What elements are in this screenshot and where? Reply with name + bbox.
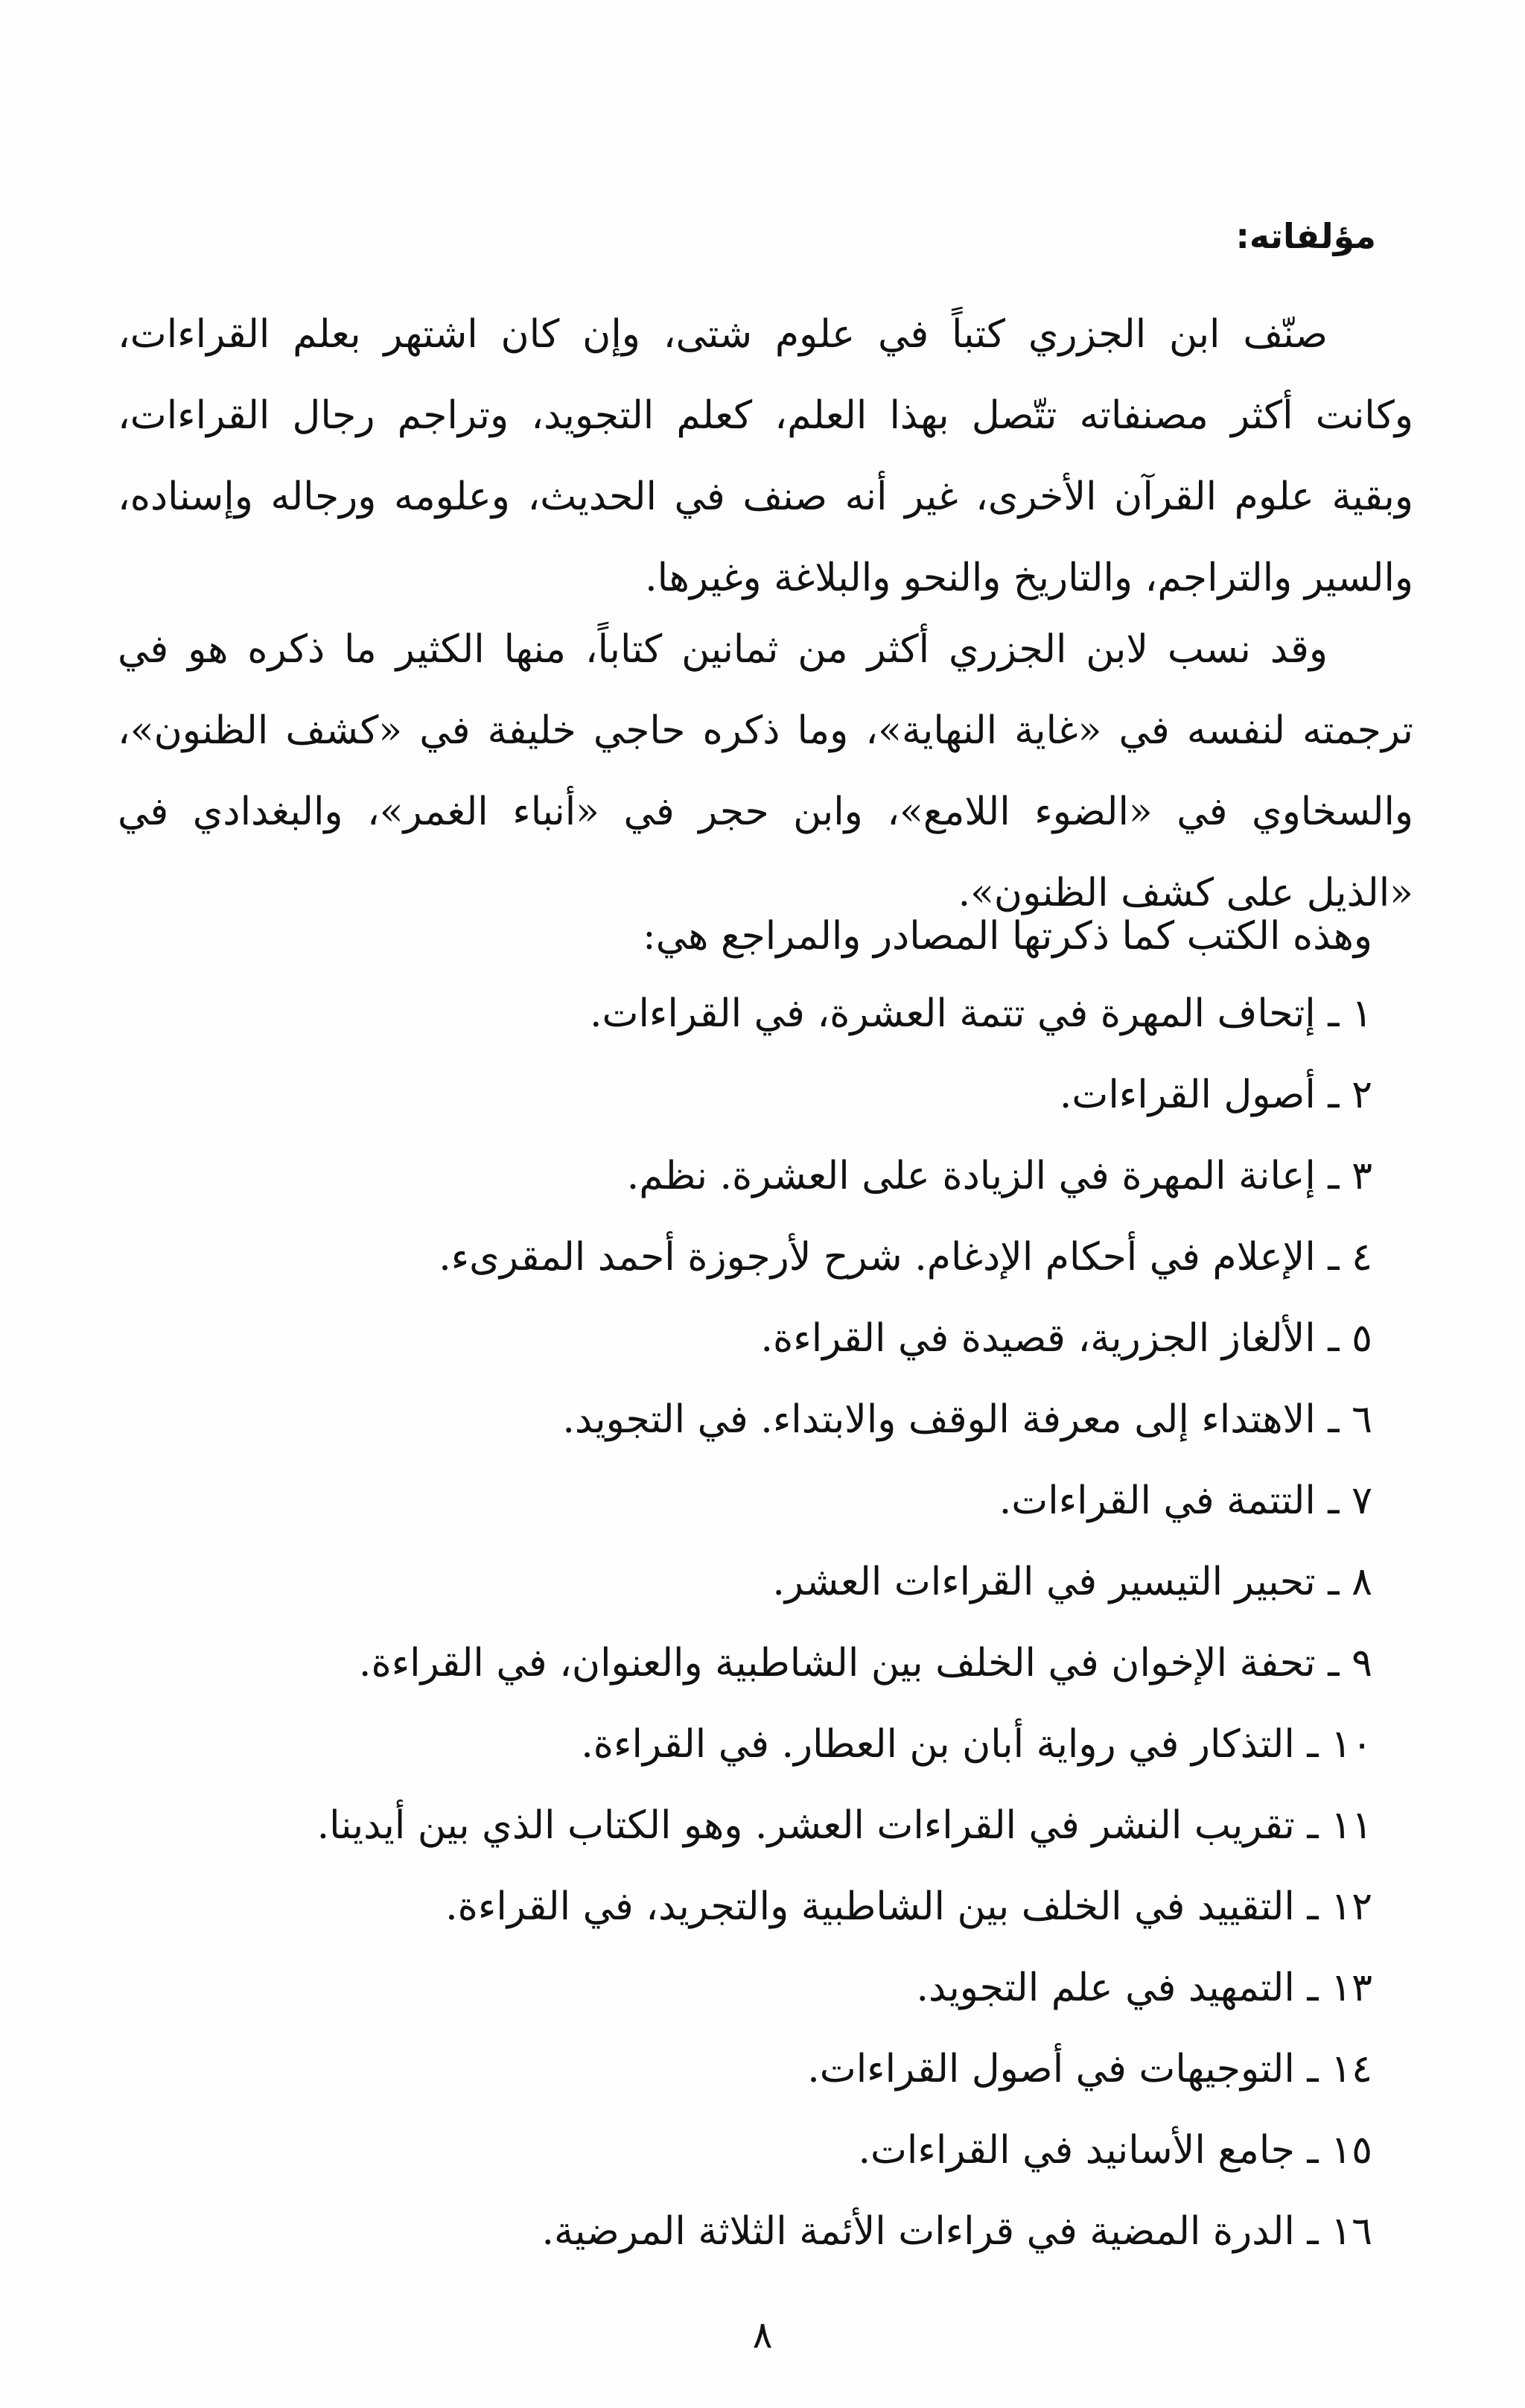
list-intro: وهذه الكتب كما ذكرتها المصادر والمراجع هي:	[643, 914, 1372, 959]
paragraph-1	[118, 294, 1413, 619]
paragraph-2	[118, 609, 1413, 934]
list-item: ١٢ ـ التقييد في الخلف بين الشاطبية والتجريد، في القراءة.	[445, 1884, 1372, 1929]
paragraph-line: «الذيل على كشف الظنون».	[958, 871, 1413, 915]
paragraph-line: وقد نسب لابن الجزري أكثر من ثمانين كتاباً، منها الكثير ما ذكره هو في	[118, 627, 1328, 672]
paragraph-line: صنّف ابن الجزري كتباً في علوم شتى، وإن كان اشتهر بعلم القراءات،	[118, 312, 1328, 357]
list-item: ٥ ـ الألغاز الجزرية، قصيدة في القراءة.	[760, 1316, 1372, 1361]
list-item: ٧ ـ التتمة في القراءات.	[999, 1478, 1372, 1523]
paragraph-line: ترجمته لنفسه في «غاية النهاية»، وما ذكره حاجي خليفة في «كشف الظنون»،	[118, 708, 1413, 753]
list-item: ١٠ ـ التذكار في رواية أبان بن العطار. في القراءة.	[581, 1722, 1372, 1767]
paragraph-line: وبقية علوم القرآن الأخرى، غير أنه صنف في الحديث، وعلومه ورجاله وإسناده،	[118, 474, 1413, 519]
list-item: ٩ ـ تحفة الإخوان في الخلف بين الشاطبية والعنوان، في القراءة.	[358, 1641, 1372, 1686]
list-item: ١٦ ـ الدرة المضية في قراءات الأئمة الثلاثة المرضية.	[541, 2209, 1372, 2254]
list-item: ٣ ـ إعانة المهرة في الزيادة على العشرة. نظم.	[626, 1154, 1372, 1198]
page-number: ٨	[752, 2313, 773, 2357]
paragraph-line: وكانت أكثر مصنفاته تتّصل بهذا العلم، كعلم التجويد، وتراجم رجال القراءات،	[118, 393, 1413, 438]
list-item: ٦ ـ الاهتداء إلى معرفة الوقف والابتداء. في التجويد.	[562, 1397, 1372, 1442]
book-list	[106, 973, 1372, 2272]
list-item: ٨ ـ تحبير التيسير في القراءات العشر.	[772, 1560, 1372, 1604]
list-item: ١٤ ـ التوجيهات في أصول القراءات.	[807, 2047, 1372, 2091]
section-heading: مؤلفاته:	[1235, 216, 1376, 256]
list-item: ١٣ ـ التمهيد في علم التجويد.	[916, 1966, 1372, 2010]
paragraph-line: والسخاوي في «الضوء اللامع»، وابن حجر في «أنباء الغمر»، والبغدادي في	[118, 790, 1413, 834]
list-item: ٢ ـ أصول القراءات.	[1059, 1073, 1372, 1117]
list-item: ١ ـ إتحاف المهرة في تتمة العشرة، في القراءات.	[589, 991, 1372, 1036]
list-item: ١١ ـ تقريب النشر في القراءات العشر. وهو الكتاب الذي بين أيدينا.	[316, 1803, 1372, 1848]
list-item: ٤ ـ الإعلام في أحكام الإدغام. شرح لأرجوزة أحمد المقرىء.	[439, 1235, 1372, 1280]
list-item: ١٥ ـ جامع الأسانيد في القراءات.	[858, 2128, 1372, 2173]
paragraph-line: والسير والتراجم، والتاريخ والنحو والبلاغة وغيرها.	[645, 556, 1413, 600]
